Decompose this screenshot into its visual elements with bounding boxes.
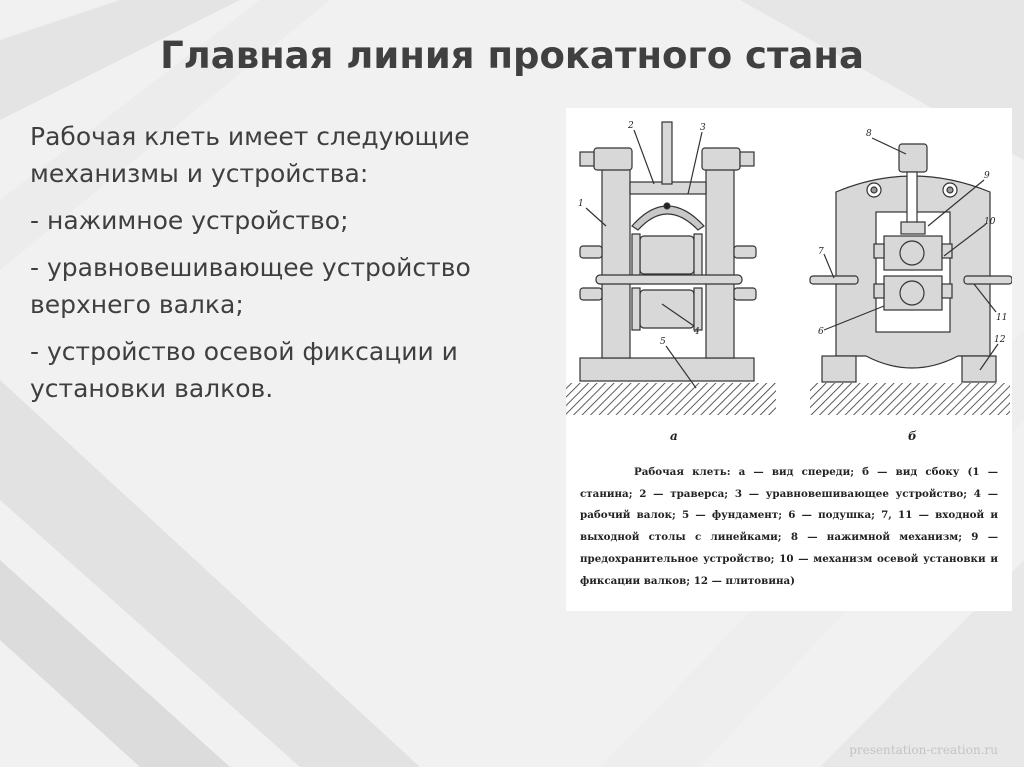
side-view-drawing xyxy=(810,138,1012,415)
label-front-1: 1 xyxy=(578,199,584,209)
body-item-balancing-device: - уравновешивающее устройство верхнего валка; xyxy=(30,253,471,319)
label-front-5: 5 xyxy=(660,337,666,347)
figure-caption xyxy=(580,462,998,592)
front-view-drawing xyxy=(566,122,776,415)
label-side-12: 12 xyxy=(994,335,1006,345)
label-side-7: 7 xyxy=(818,247,824,257)
body-paragraph-intro: Рабочая клеть имеет следующие механизмы и устройства: xyxy=(30,122,470,188)
body-item-pressing-device: - нажимное устройство; xyxy=(30,206,349,235)
body-item-axial-fixation: - устройство осевой фиксации и установки валков. xyxy=(30,337,458,403)
label-side-8: 8 xyxy=(866,129,872,139)
label-side-11: 11 xyxy=(996,313,1008,323)
figure-caption-text: Рабочая клеть: а — вид спереди; б — вид сбоку (1 — станина; 2 — траверса; 3 — уравновешивающее устройство; 4 — рабочий валок; 5 — фундамент; 6 — подушка; 7, 11 — входной и выходной столы с линейками; 8 — нажимной механизм; 9 — предохранительное устройство; 10 — механизм осевой установки и фиксации валков; 12 — плитовина) xyxy=(580,466,998,587)
label-front-3: 3 xyxy=(700,123,706,133)
watermark: presentation-creation.ru xyxy=(849,743,998,757)
view-b-label: б xyxy=(908,429,917,443)
slide-title: Главная линия прокатного стана xyxy=(160,34,864,77)
label-side-6: 6 xyxy=(818,327,824,337)
label-side-9: 9 xyxy=(984,171,990,181)
label-side-10: 10 xyxy=(984,217,996,227)
label-front-2: 2 xyxy=(628,121,634,131)
slide-body xyxy=(30,118,530,417)
rolling-stand-figure xyxy=(566,108,1012,611)
view-a-label: а xyxy=(670,429,678,443)
label-front-4: 4 xyxy=(694,327,700,337)
